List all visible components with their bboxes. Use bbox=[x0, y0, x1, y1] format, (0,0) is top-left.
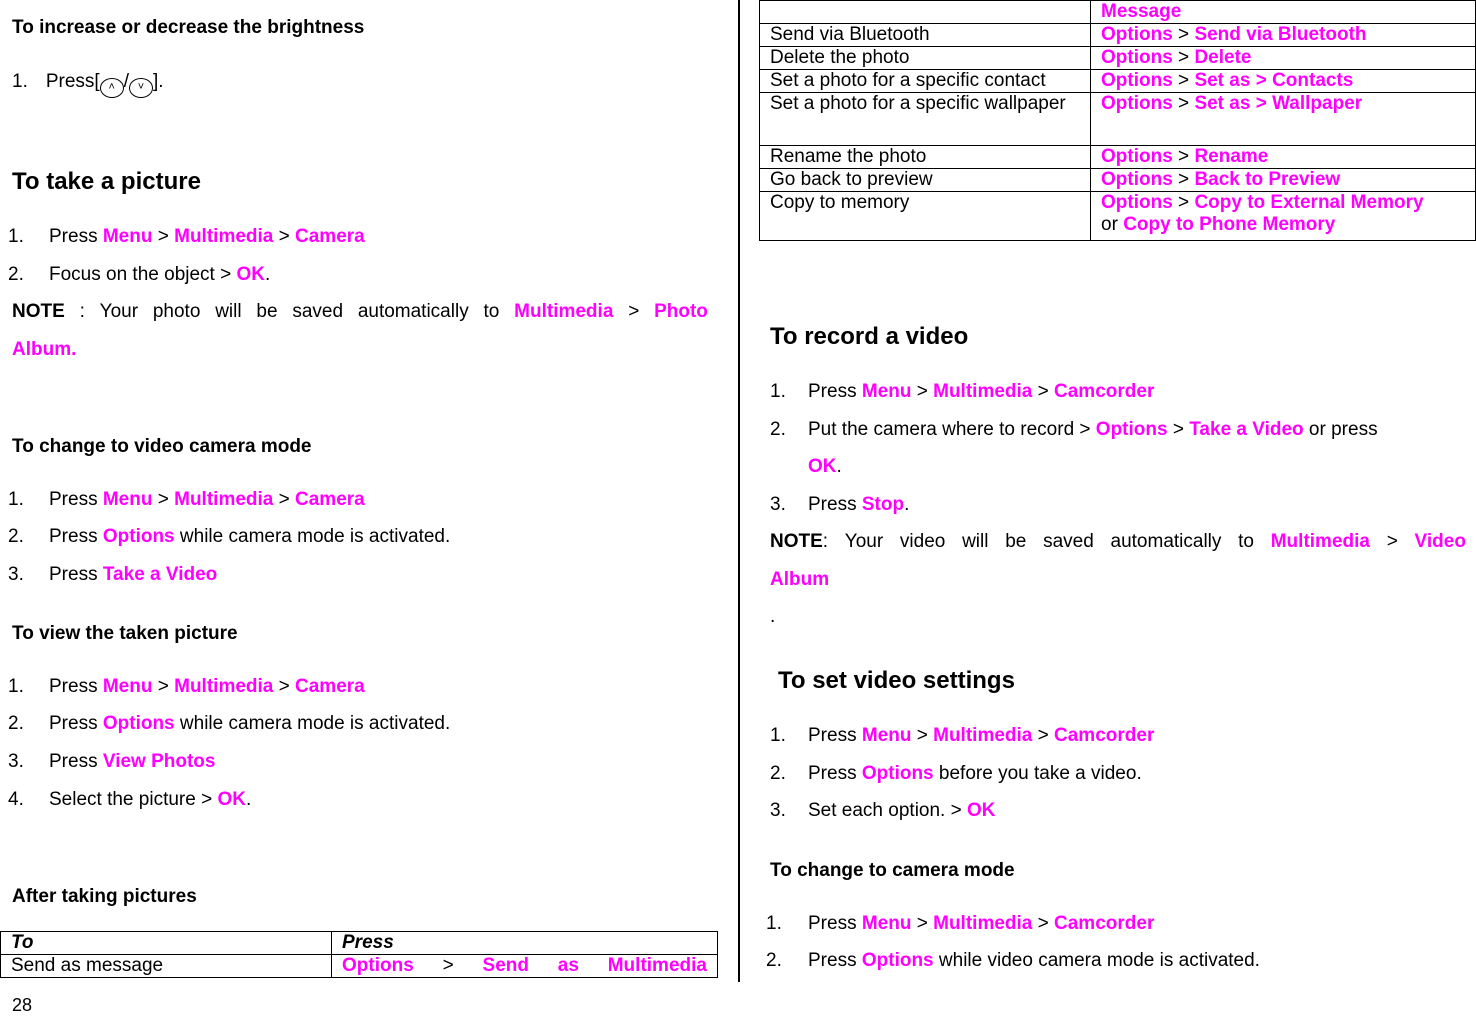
after-pictures-heading: After taking pictures bbox=[12, 886, 197, 907]
col-header-to: To bbox=[1, 932, 332, 955]
video-note-dot: . bbox=[770, 606, 776, 627]
table-cell: Copy to memory bbox=[760, 192, 1091, 241]
page-number: 28 bbox=[12, 995, 33, 1015]
table-cell: Send as message bbox=[1, 955, 332, 978]
brightness-heading: To increase or decrease the brightness bbox=[12, 17, 365, 38]
column-divider bbox=[738, 0, 740, 982]
record-video-heading: To record a video bbox=[770, 323, 969, 350]
video-note: NOTE: Your video will be saved automatically to Multimedia > Video bbox=[770, 531, 1466, 552]
down-key-icon: ˅ bbox=[129, 78, 153, 98]
photo-options-table bbox=[759, 0, 1476, 241]
col-header-press: Press bbox=[332, 932, 718, 955]
table-cell: Options > Back to Preview bbox=[1091, 169, 1476, 192]
table-cell: Options > Rename bbox=[1091, 146, 1476, 169]
table-cell: Set a photo for a specific wallpaper bbox=[760, 93, 1091, 146]
video-note-cont: Album bbox=[770, 569, 830, 590]
table-cell: Rename the photo bbox=[760, 146, 1091, 169]
list-item-cont: OK. bbox=[808, 456, 842, 477]
table-cell: Set a photo for a specific contact bbox=[760, 70, 1091, 93]
table-cell: Message bbox=[1091, 1, 1476, 24]
camera-mode-heading: To change to camera mode bbox=[770, 860, 1015, 881]
up-key-icon: ˄ bbox=[100, 78, 124, 98]
table-cell: Send via Bluetooth bbox=[760, 24, 1091, 47]
table-cell: Options > Delete bbox=[1091, 47, 1476, 70]
photo-note-cont: Album. bbox=[12, 339, 77, 360]
table-cell: Options > Send as Multimedia bbox=[332, 955, 718, 978]
table-cell: Options > Send via Bluetooth bbox=[1091, 24, 1476, 47]
table-cell: Options > Set as > Contacts bbox=[1091, 70, 1476, 93]
table-cell: Options > Set as > Wallpaper bbox=[1091, 93, 1476, 146]
table-cell: Options > Copy to External Memory or Copy to Phone Memory bbox=[1091, 192, 1476, 241]
after-pictures-table bbox=[0, 931, 718, 978]
video-settings-heading: To set video settings bbox=[778, 667, 1015, 694]
take-picture-heading: To take a picture bbox=[12, 168, 201, 195]
table-cell: Go back to preview bbox=[760, 169, 1091, 192]
table-cell: Delete the photo bbox=[760, 47, 1091, 70]
photo-note: NOTE : Your photo will be saved automatically to Multimedia > Photo bbox=[12, 301, 708, 322]
brightness-step-1: 1. Press[ ˄ / ˅ ]. bbox=[12, 71, 164, 98]
view-picture-heading: To view the taken picture bbox=[12, 623, 238, 644]
video-mode-heading: To change to video camera mode bbox=[12, 436, 312, 457]
table-cell bbox=[760, 1, 1091, 24]
